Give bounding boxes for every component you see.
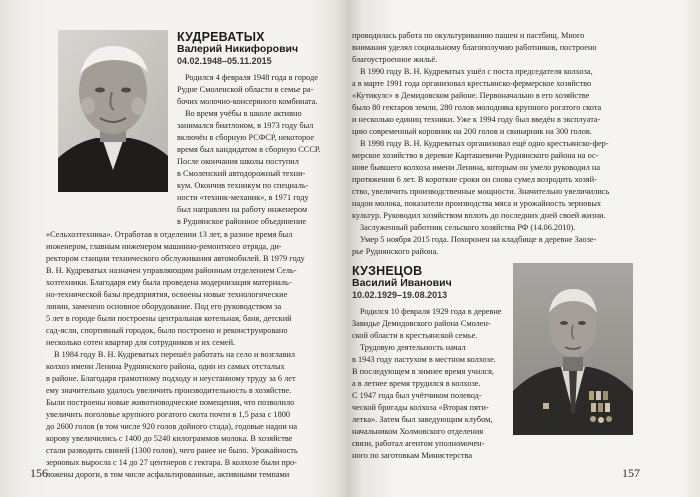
text-line: 5 лет в городе были построены центральная котельная, баня, детский xyxy=(46,314,292,323)
portrait-kudrevatykh-image xyxy=(58,30,168,192)
text-line: Родился 4 февраля 1948 года в городе xyxy=(185,73,318,82)
bio-text-beside-photo xyxy=(177,72,327,228)
text-line: Во время учёбы в школе активно xyxy=(185,109,302,118)
text-line: в 1943 году пастухом в местном колхозе. xyxy=(352,355,496,364)
bio-surname: КУДРЕВАТЫХ xyxy=(177,30,265,44)
text-line: хозтехники. Благодаря ему была проведена модернизация материаль- xyxy=(46,278,292,287)
text-line: и несколько единиц техники. Уже к 1994 году был введён в эксплуата- xyxy=(352,115,601,124)
text-line: ему значительно удалось увеличить производительность в хозяйстве. xyxy=(46,386,292,395)
text-line: но-технической базы предприятия, освоены новые технологические xyxy=(46,290,288,299)
text-line: был направлен на работу инженером xyxy=(177,205,308,214)
text-line: нове бывшего колхоза имени Ленина, которым он умело руководил на xyxy=(352,163,601,172)
text-line: внимания уделял социальному благополучию работников, построено xyxy=(352,43,597,52)
bio-given-name: Василий Иванович xyxy=(352,277,452,289)
text-line: Трудовую деятельность начал xyxy=(360,343,466,352)
text-line: несколько сотен квартир для сотрудников и их семей. xyxy=(46,338,236,347)
text-line: Рудне Смоленской области в семье ра- xyxy=(177,85,314,94)
text-line: сад-ясли, спортивный городок, было построено и реконструировано xyxy=(46,326,288,335)
text-line: Родился 10 февраля 1929 года в деревне xyxy=(360,307,502,316)
text-line: После окончания школы поступил xyxy=(177,157,299,166)
text-line: Умер 5 ноября 2015 года. Похоронен на кладбище в деревне Заозе- xyxy=(360,235,597,244)
text-line: а в летнее время трудился в колхозе. xyxy=(352,379,481,388)
portrait-kuznetsov-image xyxy=(513,263,633,435)
text-line: ческой бригады колхоза «Вторая пяти- xyxy=(352,403,489,412)
text-line: бочих молочно-консервного комбината. xyxy=(177,97,318,106)
text-line: В 1984 году В. Н. Кудреватых перешёл работать на село и возглавил xyxy=(54,350,296,359)
text-line: летка». Затем был заведующим клубом, xyxy=(352,415,493,424)
text-line: занимался биатлоном, в 1973 году был xyxy=(177,121,314,130)
text-line: линии, заменено основное оборудование. Под его руководством за xyxy=(46,302,282,311)
text-line: стали разводить свиней (1300 голов), чего ранее не было. Урожайность xyxy=(46,446,298,455)
text-line: колхоз имени Ленина Руднянского района, один из самых отсталых xyxy=(46,362,285,371)
text-line: до 2600 голов (в том числе 920 голов дойного стада), годовые надои на xyxy=(46,422,298,431)
bio-text-full-width xyxy=(46,229,328,481)
text-line: ство, увеличить производственные мощности. Значительно увеличились xyxy=(352,187,610,196)
page-number-left: 156 xyxy=(30,466,48,480)
right-page xyxy=(350,0,700,497)
text-line: В. Н. Кудреватых назначен управляющим районным отделением Сель- xyxy=(46,266,297,275)
text-line: начальником Холмовского отделения xyxy=(352,427,484,436)
text-line: ложены дороги, в том числе асфальтированные, активными темпами xyxy=(46,470,290,479)
text-line: а в марте 1991 года организовал крестьянско-фермерское хозяйство xyxy=(352,79,592,88)
text-line: время был кандидатом в сборную СССР. xyxy=(177,145,321,154)
text-line: В последующем в зимнее время учился, xyxy=(352,367,494,376)
portrait-photo-kuznetsov xyxy=(513,263,633,435)
text-line: «Сельхозтехника». Отработав в отделении 13 лет, в разное время был xyxy=(46,230,293,239)
bio-given-name: Валерий Никифорович xyxy=(177,43,299,55)
bio-surname: КУЗНЕЦОВ xyxy=(352,264,423,278)
text-line: инженером, главным инженером машинно-ремонтного отряда, ди- xyxy=(46,242,282,251)
text-line: в районе. Благодаря грамотному подходу и неустанному труду за 6 лет xyxy=(46,374,296,383)
text-line: в Руднянское районное объединение xyxy=(177,217,307,226)
text-line: связи, работал агентом уполномочен- xyxy=(352,439,485,448)
text-line: благоустроенное жильё. xyxy=(352,55,438,64)
text-line: Были построены новые животноводческие помещения, что позволило xyxy=(46,398,295,407)
text-line: включён в сборную РСФСР, некоторое xyxy=(177,133,315,142)
text-line: С 1947 года был учётчиком полевод- xyxy=(352,391,482,400)
page-number-right: 157 xyxy=(622,466,640,480)
text-line: надои молока, показатели производства мяса и урожайность зерновых xyxy=(352,199,602,208)
text-line: Заслуженный работник сельского хозяйства РФ (14.06.2010). xyxy=(360,223,576,232)
text-line: В 1998 году В. Н. Кудреватых организовал ещё одно крестьянско-фер- xyxy=(360,139,609,148)
text-line: цию современный коровник на 200 голов и свинарник на 300 голов. xyxy=(352,127,592,136)
text-line: ректором станции технического обслуживания автомобилей. В 1979 году xyxy=(46,254,305,263)
bio-continuation-text xyxy=(352,30,644,258)
text-line: протяжении 6 лет. В короткие сроки он снова сумел возродить хозяй- xyxy=(352,175,597,184)
text-line: было 80 гектаров земли, 280 голов молодняка крупного рогатого скота xyxy=(352,103,602,112)
text-line: увеличить поголовье крупного рогатого скота почти в 1,5 раза с 1800 xyxy=(46,410,291,419)
text-line: корову увеличились с 1400 до 5240 килограммов молока. В хозяйстве xyxy=(46,434,293,443)
text-line: «Кутикулс» в Демидовском районе. Первоначально в его хозяйстве xyxy=(352,91,590,100)
bio-text-beside-photo xyxy=(352,306,508,462)
text-line: рье Руднянского района. xyxy=(352,247,439,256)
text-line: ного по заготовкам Министерства xyxy=(352,451,472,460)
text-line: кум. Окончив техникум по специаль- xyxy=(177,181,309,190)
text-line: В 1990 году В. Н. Кудреватых ушёл с поста председателя колхоза, xyxy=(360,67,593,76)
text-line: Завидье Демидовского района Смолен- xyxy=(352,319,491,328)
text-line: проводилась работа по окультуриванию пашен и пастбищ. Много xyxy=(352,31,585,40)
portrait-photo-kudrevatykh xyxy=(58,30,168,192)
bio-dates: 04.02.1948–05.11.2015 xyxy=(177,56,272,66)
text-line: мерское хозяйство в деревне Карташевичи Руднянского района на ос- xyxy=(352,151,599,160)
text-line: зерновых выросла с 14 до 27 центнеров с гектара. В колхозе были про- xyxy=(46,458,297,467)
text-line: в Смоленский автодорожный техни- xyxy=(177,169,306,178)
text-line: ской области в крестьянской семье. xyxy=(352,331,478,340)
text-line: ности «техник-механик», в 1971 году xyxy=(177,193,309,202)
bio-dates: 10.02.1929–19.08.2013 xyxy=(352,290,448,300)
text-line: культур. Руководил хозяйством вплоть до последних дней своей жизни. xyxy=(352,211,606,220)
